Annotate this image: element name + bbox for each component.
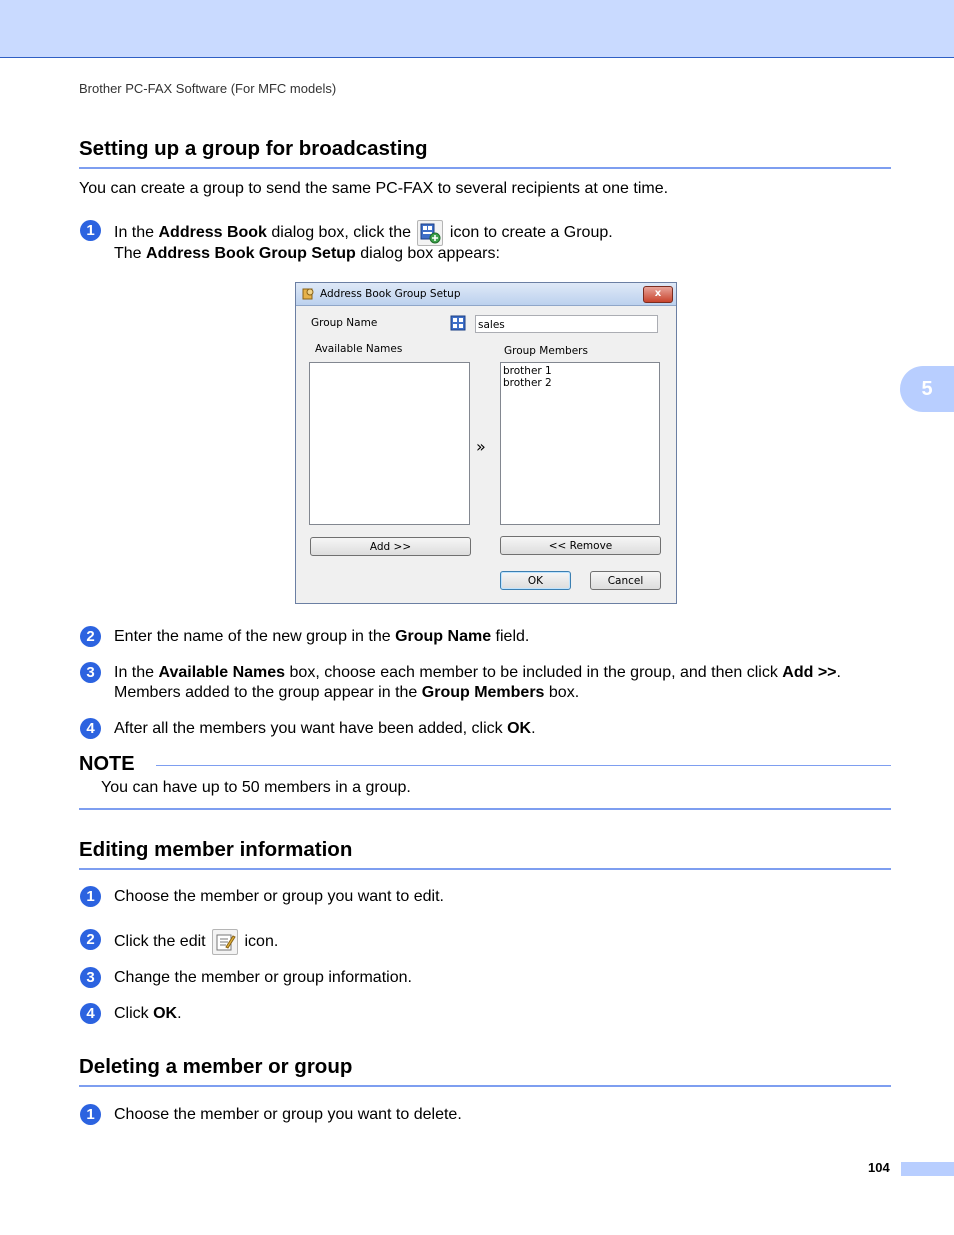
step-number: 1 bbox=[80, 220, 101, 241]
cancel-button[interactable]: Cancel bbox=[590, 571, 661, 590]
group-members-label: Group Members bbox=[504, 345, 588, 357]
step-4-text: After all the members you want have been added, click OK. bbox=[114, 720, 536, 737]
step-number: 3 bbox=[80, 967, 101, 988]
address-book-icon bbox=[302, 287, 315, 300]
section-heading-delete-member: Deleting a member or group bbox=[79, 1055, 891, 1087]
list-item[interactable]: brother 1 bbox=[503, 365, 552, 377]
add-button[interactable]: Add >> bbox=[310, 537, 471, 556]
available-names-list[interactable] bbox=[309, 362, 470, 525]
step-1-text: In the Address Book dialog box, click the icon to create a Group. bbox=[114, 220, 613, 246]
section-intro: You can create a group to send the same PC-FAX to several recipients at one time. bbox=[79, 180, 669, 197]
step-3-text: In the Available Names box, choose each member to be included in the group, and then click Add >>. bbox=[114, 664, 841, 681]
step-number: 1 bbox=[80, 1104, 101, 1125]
close-button[interactable]: x bbox=[643, 286, 673, 303]
list-item[interactable]: brother 2 bbox=[503, 377, 552, 389]
dialog-title: Address Book Group Setup bbox=[320, 288, 461, 300]
chapter-tab: 5 bbox=[900, 366, 954, 412]
step-number: 3 bbox=[80, 662, 101, 683]
step-number: 4 bbox=[80, 718, 101, 739]
page-number-bar bbox=[901, 1162, 954, 1176]
delete-step-1-text: Choose the member or group you want to delete. bbox=[114, 1106, 462, 1123]
note-label: NOTE bbox=[79, 753, 135, 775]
step-number: 2 bbox=[80, 626, 101, 647]
edit-icon[interactable] bbox=[212, 929, 238, 955]
running-title: Brother PC-FAX Software (For MFC models) bbox=[79, 81, 337, 96]
edit-step-2-text: Click the edit icon. bbox=[114, 929, 278, 955]
step-number: 2 bbox=[80, 929, 101, 950]
transfer-arrows-icon: » bbox=[476, 437, 486, 456]
note-text: You can have up to 50 members in a group. bbox=[101, 779, 411, 796]
ok-button[interactable]: OK bbox=[500, 571, 571, 590]
group-name-input[interactable]: sales bbox=[475, 315, 658, 333]
note-bottom-rule bbox=[79, 808, 891, 810]
step-number: 4 bbox=[80, 1003, 101, 1024]
edit-step-1-text: Choose the member or group you want to edit. bbox=[114, 888, 444, 905]
header-band bbox=[0, 0, 954, 58]
step-2-text: Enter the name of the new group in the Group Name field. bbox=[114, 628, 530, 645]
group-name-label: Group Name bbox=[311, 317, 378, 329]
group-icon bbox=[450, 315, 466, 331]
step-1-subtext: The Address Book Group Setup dialog box appears: bbox=[114, 245, 500, 262]
dialog-titlebar bbox=[296, 283, 676, 306]
step-3-subtext: Members added to the group appear in the Group Members box. bbox=[114, 684, 580, 701]
remove-button[interactable]: << Remove bbox=[500, 536, 661, 555]
available-names-label: Available Names bbox=[315, 343, 403, 355]
step-number: 1 bbox=[80, 886, 101, 907]
group-members-list[interactable] bbox=[500, 362, 660, 525]
edit-step-4-text: Click OK. bbox=[114, 1005, 182, 1022]
edit-step-3-text: Change the member or group information. bbox=[114, 969, 412, 986]
note-divider bbox=[156, 765, 891, 766]
address-book-group-setup-dialog bbox=[295, 282, 677, 604]
section-heading-edit-member: Editing member information bbox=[79, 838, 891, 870]
page-number: 104 bbox=[868, 1160, 890, 1175]
section-heading-broadcast-group: Setting up a group for broadcasting bbox=[79, 137, 891, 169]
